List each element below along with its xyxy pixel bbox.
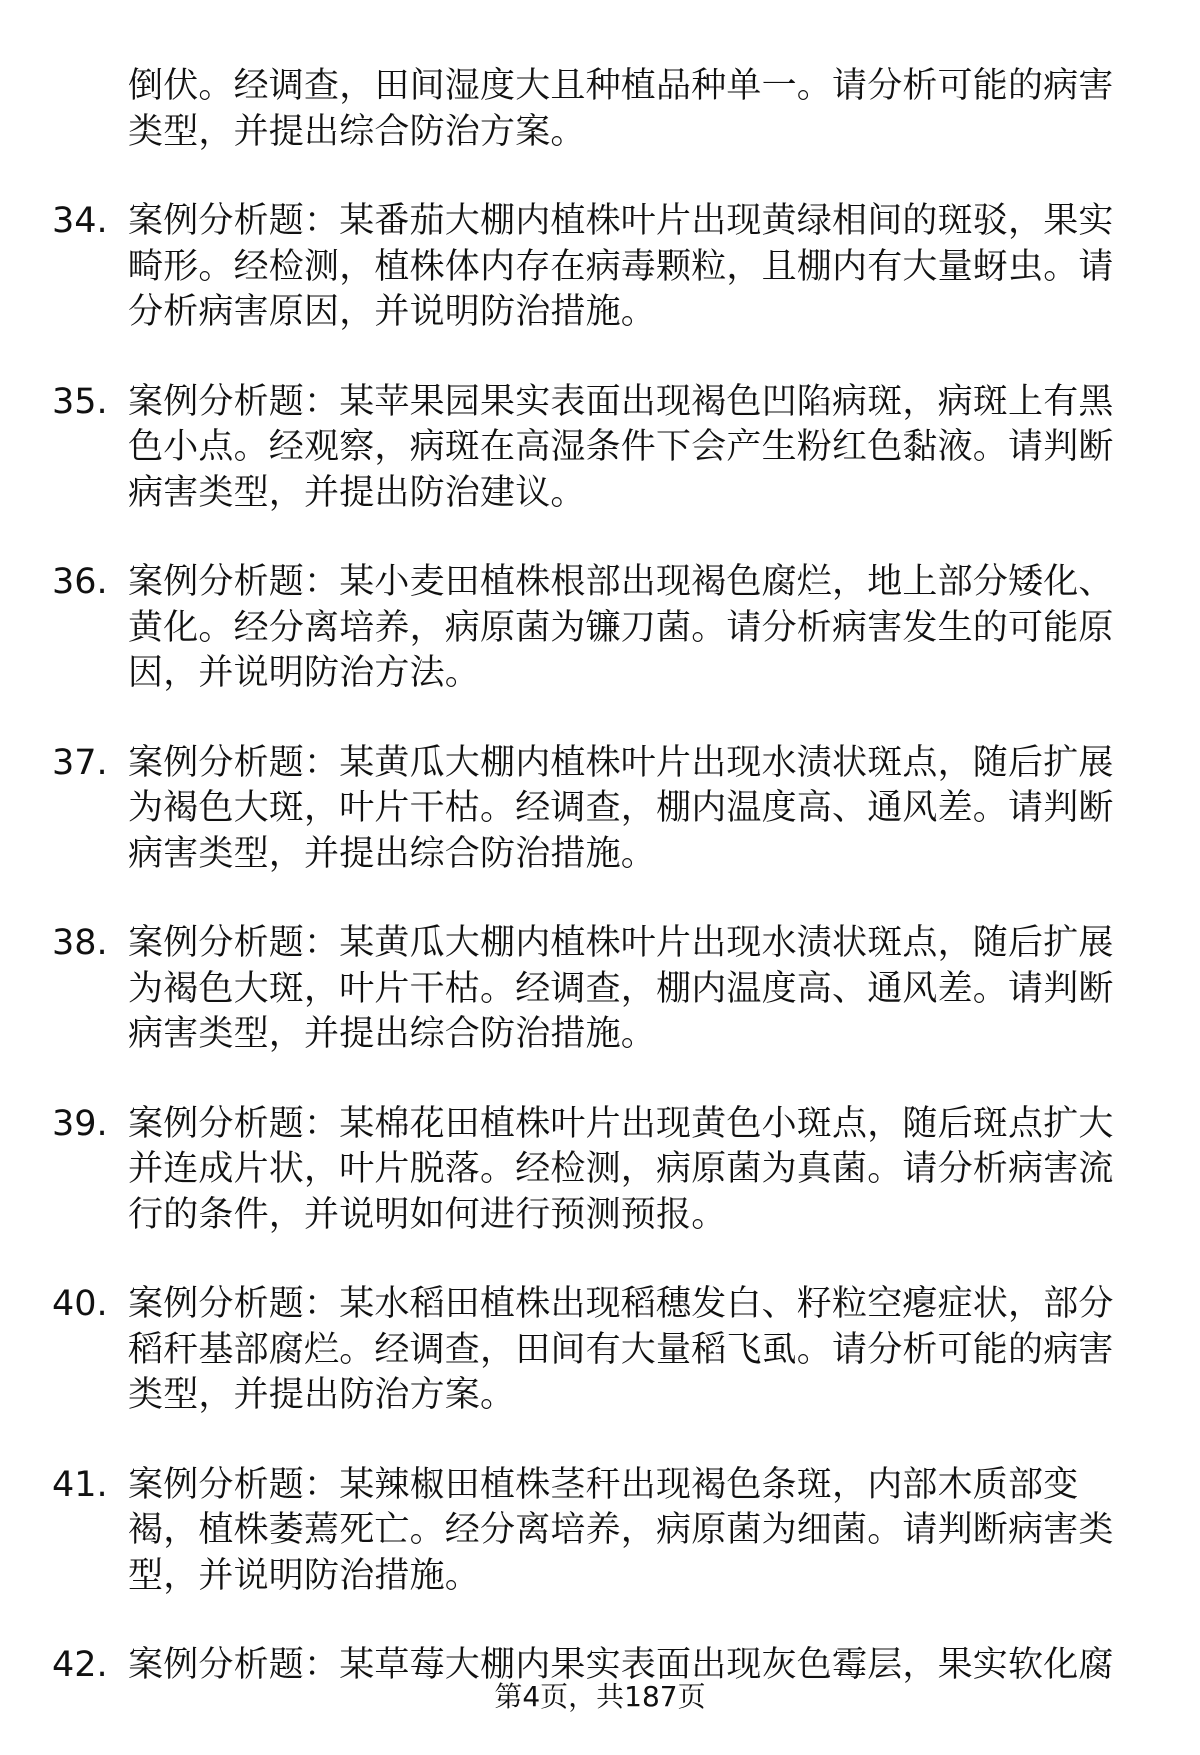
question-text-line: 行的条件，并说明如何进行预测预报。: [128, 1194, 727, 1235]
question-number: 36.: [52, 562, 108, 602]
question-text-line: 类型，并提出防治方案。: [128, 1375, 516, 1415]
document-body: [0, 64, 1200, 1733]
question-text-line: 案例分析题：某黄瓜大棚内植株叶片出现水渍状斑点，随后扩展: [128, 742, 1114, 783]
question-item: [0, 380, 1200, 517]
question-number: 37.: [52, 742, 108, 783]
question-number: 42.: [52, 1645, 108, 1685]
question-text-line: 案例分析题：某水稻田植株出现稻穗发白、籽粒空瘪症状，部分: [128, 1284, 1114, 1324]
question-text-line: 案例分析题：某草莓大棚内果实表面出现灰色霉层，果实软化腐: [128, 1645, 1114, 1685]
question-text-line: 案例分析题：某辣椒田植株茎秆出现褐色条斑，内部木质部变: [128, 1464, 1079, 1505]
question-item: [0, 560, 1200, 697]
question-text-line: 因，并说明防治方法。: [128, 653, 481, 693]
question-text-line: 分析病害原因，并说明防治措施。: [128, 292, 657, 332]
question-text-line: 案例分析题：某黄瓜大棚内植株叶片出现水渍状斑点，随后扩展: [128, 923, 1114, 963]
question-item: [0, 741, 1200, 878]
question-text-line: 型，并说明防治措施。: [128, 1555, 481, 1596]
question-number: 34.: [52, 201, 108, 241]
question-number: 35.: [52, 381, 108, 422]
question-number: 41.: [52, 1464, 108, 1505]
question-item: [0, 921, 1200, 1058]
question-text-line: 为褐色大斑，叶片干枯。经调查，棚内温度高、通风差。请判断: [128, 968, 1114, 1009]
text-line: 类型，并提出综合防治方案。: [128, 111, 586, 152]
question-item: [0, 1102, 1200, 1239]
question-text-line: 畸形。经检测，植株体内存在病毒颗粒，且棚内有大量蚜虫。请: [128, 246, 1114, 287]
question-item: [0, 1282, 1200, 1419]
question-number: 39.: [52, 1103, 108, 1144]
question-text-line: 案例分析题：某棉花田植株叶片出现黄色小斑点，随后斑点扩大: [128, 1103, 1114, 1144]
page-number: 第4页，共187页: [494, 1680, 706, 1713]
question-number: 40.: [52, 1284, 108, 1324]
text-line: 倒伏。经调查，田间湿度大且种植品种单一。请分析可能的病害: [128, 66, 1114, 106]
question-text-line: 为褐色大斑，叶片干枯。经调查，棚内温度高、通风差。请判断: [128, 788, 1114, 828]
question-text-line: 稻秆基部腐烂。经调查，田间有大量稻飞虱。请分析可能的病害: [128, 1329, 1114, 1370]
question-text-line: 案例分析题：某小麦田植株根部出现褐色腐烂，地上部分矮化、: [128, 562, 1114, 602]
question-text-line: 黄化。经分离培养，病原菌为镰刀菌。请分析病害发生的可能原: [128, 607, 1114, 648]
question-text-line: 病害类型，并提出综合防治措施。: [128, 833, 657, 874]
question-number: 38.: [52, 923, 108, 963]
intro-continuation: [0, 64, 1200, 155]
question-text-line: 并连成片状，叶片脱落。经检测，病原菌为真菌。请分析病害流: [128, 1149, 1114, 1189]
question-text-line: 案例分析题：某番茄大棚内植株叶片出现黄绿相间的斑驳，果实: [128, 201, 1114, 241]
question-text-line: 病害类型，并提出防治建议。: [128, 472, 586, 513]
question-text-line: 案例分析题：某苹果园果实表面出现褐色凹陷病斑，病斑上有黑: [128, 381, 1114, 422]
question-item: [0, 199, 1200, 336]
question-text-line: 色小点。经观察，病斑在高湿条件下会产生粉红色黏液。请判断: [128, 427, 1114, 467]
question-text-line: 病害类型，并提出综合防治措施。: [128, 1014, 657, 1054]
question-text-line: 褐，植株萎蔫死亡。经分离培养，病原菌为细菌。请判断病害类: [128, 1510, 1114, 1550]
question-item: [0, 1463, 1200, 1600]
